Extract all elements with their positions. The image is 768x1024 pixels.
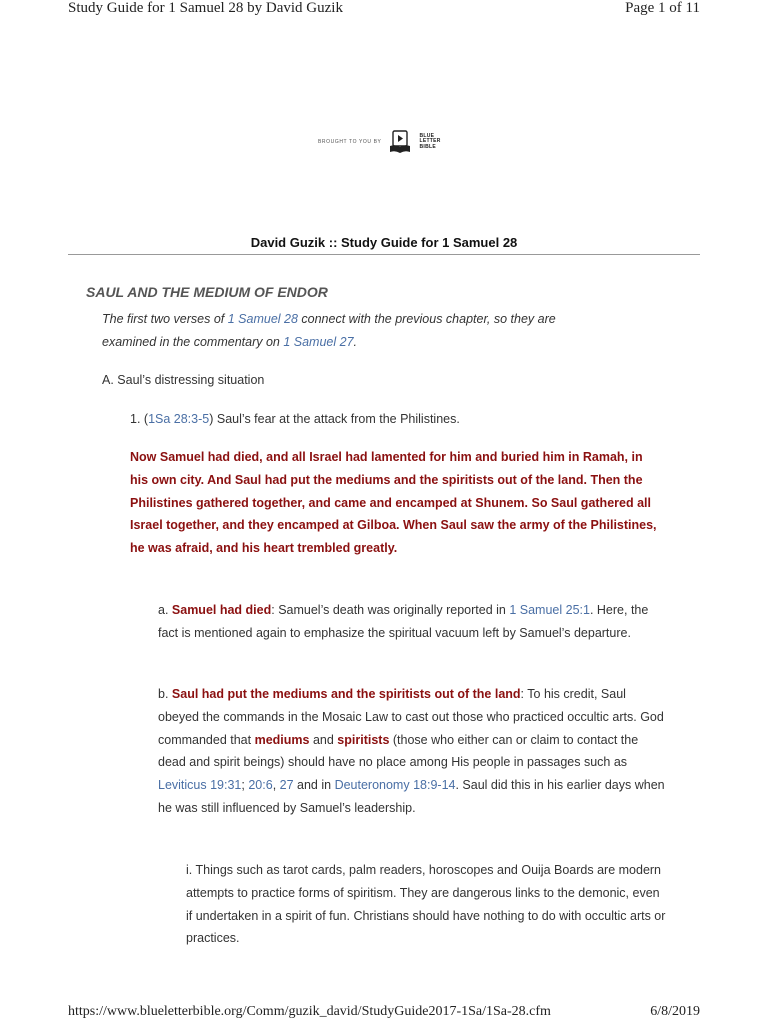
section-heading: SAUL AND THE MEDIUM OF ENDOR (86, 284, 328, 300)
scripture-passage: Now Samuel had died, and all Israel had lamented for him and buried him in Ramah, in his own city. And Saul had put the mediums and the spiritists out of the land. Then the Philistines gathered together, and came and encamped at Shunem. So Saul gathered all Israel together, and they encamped at Gilboa. When Saul saw the army of the Philistines, he was afraid, and his heart trembled greatly. (130, 450, 657, 556)
page-footer-date: 6/8/2019 (650, 1004, 700, 1019)
blue-letter-bible-banner[interactable] (318, 127, 441, 157)
point-b-sep-2: , (272, 778, 280, 793)
link-leviticus-20-6[interactable]: 20:6 (248, 778, 273, 793)
link-1-samuel-25-1[interactable]: 1 Samuel 25:1 (509, 603, 590, 617)
brought-to-you-by-label: BROUGHT TO YOU BY (318, 139, 382, 145)
brand-word-letter: LETTER (419, 138, 441, 145)
point-b-text-2: and (309, 732, 338, 747)
point-a-text-1: : Samuel’s death was originally reported in (271, 603, 510, 617)
point-a-text-2: . Here, the fact is mentioned again to emphasize the spiritual vacuum left by Samuel’s departure. (158, 603, 649, 640)
link-1-samuel-28[interactable]: 1 Samuel 28 (227, 312, 298, 326)
title-divider (68, 254, 700, 255)
keyword-mediums: mediums (254, 732, 310, 747)
link-1sa-28-3-5[interactable]: 1Sa 28:3-5 (148, 412, 210, 426)
intro-paragraph (102, 308, 602, 354)
intro-text-3: . (353, 334, 358, 349)
page-number: Page 1 of 11 (625, 0, 700, 16)
point-b-text-5: . Saul did this in his earlier days when he was still influenced by Samuel’s leadership. (158, 778, 665, 815)
page-footer-url: https://www.blueletterbible.org/Comm/guzik_david/StudyGuide2017-1Sa/1Sa-28.cfm (68, 1004, 551, 1019)
commentary-point-a (158, 599, 668, 645)
link-leviticus-19-31[interactable]: Leviticus 19:31 (158, 778, 242, 793)
brand-word-blue: BLUE (419, 132, 435, 139)
point-b-keyword: Saul had put the mediums and the spiritists out of the land (171, 687, 521, 701)
commentary-subpoint-i: i. Things such as tarot cards, palm readers, horoscopes and Ouija Boards are modern attempts to practice forms of spiritism. They are dangerous links to the demonic, even if undertaken in a spirit of fun. Christians should have nothing to do with occultic arts or practices. (186, 863, 666, 946)
brand-logo-text (419, 134, 440, 151)
point-b-text-3: (those who either can or claim to contact the dead and spirit beings) should have no place among His people in passages such as (158, 732, 639, 770)
keyword-spiritists: spiritists (337, 732, 390, 747)
link-leviticus-20-27[interactable]: 27 (279, 778, 294, 793)
document-title: David Guzik :: Study Guide for 1 Samuel 28 (250, 235, 518, 250)
commentary-point-b (158, 683, 668, 820)
point-b-sep-1: ; (241, 778, 249, 793)
point-a-label: a. (158, 603, 172, 617)
point-b-text-4: and in (293, 778, 335, 793)
brand-word-bible: BIBLE (419, 143, 436, 150)
link-deuteronomy-18-9-14[interactable]: Deuteronomy 18:9-14 (334, 778, 456, 793)
outline-item-1 (130, 408, 460, 431)
outline-1-text: ) Saul’s fear at the attack from the Philistines. (209, 412, 460, 426)
point-a-keyword: Samuel had died (171, 603, 272, 617)
point-b-label: b. (158, 687, 172, 701)
outline-1-number: 1. ( (130, 412, 149, 426)
point-b-text-1: : To his credit, Saul obeyed the commands in the Mosaic Law to cast out those who practiced occultic arts. God commanded that (158, 687, 664, 747)
intro-text-2: connect with the previous chapter, so they are examined in the commentary on (102, 312, 556, 349)
outline-heading-a: A. Saul’s distressing situation (102, 373, 265, 387)
intro-text-1: The first two verses of (102, 312, 228, 326)
page-header-title: Study Guide for 1 Samuel 28 by David Guzik (68, 0, 343, 16)
link-1-samuel-27[interactable]: 1 Samuel 27 (283, 334, 354, 349)
bible-play-icon (389, 130, 411, 154)
